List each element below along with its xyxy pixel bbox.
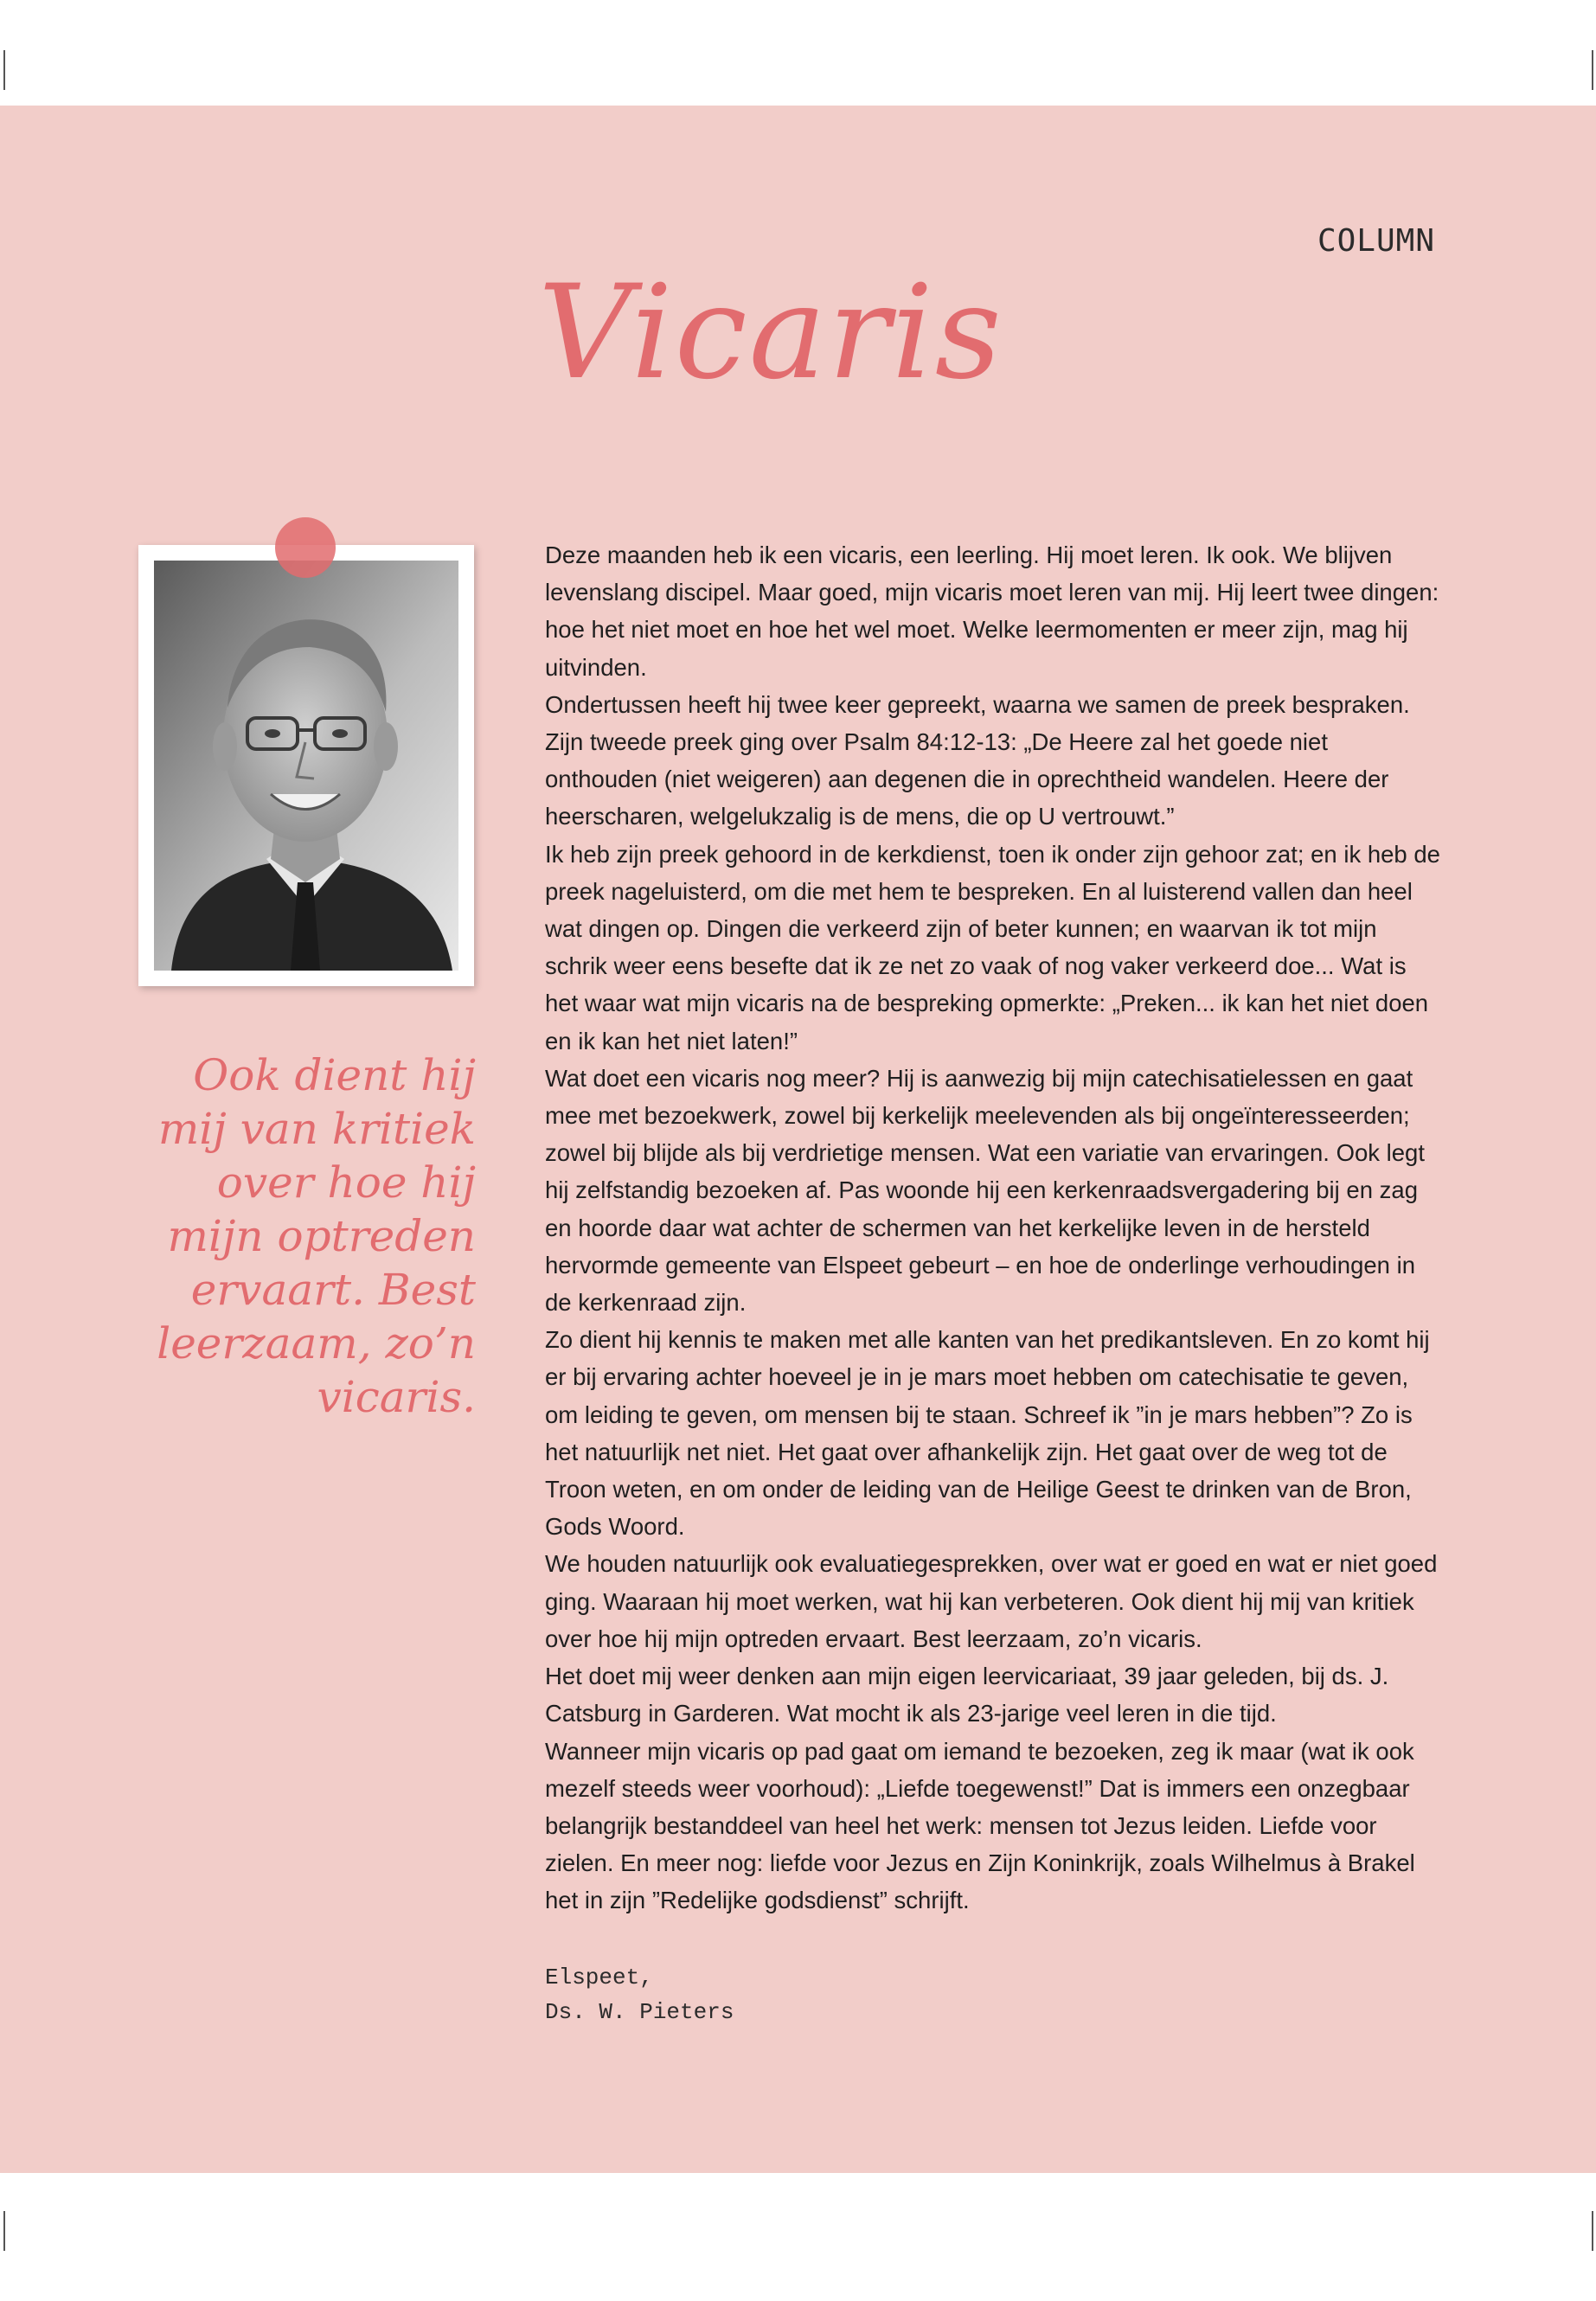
paragraph: Ondertussen heeft hij twee keer gepreekt, waarna we samen de preek bespraken. Zijn tweede preek ging over Psalm 84:12-13: „De Heere zal het goede niet onthouden (niet weigeren) aan degenen die in oprechtheid wandelen. Heere der heerscharen, welgelukzalig is de mens, die op U vertrouwt.” — [545, 690, 1410, 830]
crop-mark — [1592, 2211, 1593, 2251]
paragraph: We houden natuurlijk ook evaluatiegesprekken, over wat er goed en wat er niet goed ging. Waaraan hij moet werken, wat hij kan verbeteren. Ook dient hij mij van kritiek over hoe hij mijn optreden ervaart. Best leerzaam, zo’n vicaris. — [545, 1550, 1438, 1652]
portrait-photo — [154, 561, 458, 971]
signature-author: Ds. W. Pieters — [545, 1999, 734, 2025]
photo-frame — [138, 545, 474, 986]
paragraph: Ik heb zijn preek gehoord in de kerkdienst, toen ik onder zijn gehoor zat; en ik heb de preek nageluisterd, om die met hem te bespreken. En al luisterend vallen dan heel wat dingen op. Dingen die verkeerd zijn of beter kunnen; en waarvan ik tot mijn schrik weer eens besefte dat ik ze net zo vaak of nog vaker verkeerd doe... Wat is het waar wat mijn vicaris na de bespreking opmerkte: „Preken... ik kan het niet doen en ik kan het niet laten!” — [545, 840, 1440, 1054]
crop-mark — [3, 2211, 5, 2251]
signature-place: Elspeet, — [545, 1965, 653, 1990]
paragraph: Zo dient hij kennis te maken met alle kanten van het predikantsleven. En zo komt hij er bij ervaring achter hoeveel je in je mars moet hebben om catechisatie te geven, om leiding te geven, om mensen bij te staan. Schreef ik ”in je mars hebben”? Zo is het natuurlijk net niet. Het gaat over afhankelijk zijn. Het gaat over de weg tot de Troon weten, en om onder de leiding van de Heilige Geest te drinken van de Bron, Gods Woord. — [545, 1326, 1430, 1541]
paragraph: Deze maanden heb ik een vicaris, een leerling. Hij moet leren. Ik ook. We blijven levenslang discipel. Maar goed, mijn vicaris moet leren van mij. Hij leert twee dingen: hoe het niet moet en hoe het wel moet. Welke leermomenten er meer zijn, mag hij uitvinden. — [545, 542, 1439, 681]
crop-mark — [3, 50, 5, 90]
crop-mark — [1592, 50, 1593, 90]
paragraph: Het doet mij weer denken aan mijn eigen leervicariaat, 39 jaar geleden, bij ds. J. Catsburg in Garderen. Wat mocht ik als 23-jarige veel leren in die tijd. — [545, 1663, 1389, 1727]
portrait-image — [154, 561, 458, 971]
signature — [545, 1960, 734, 2029]
page-title: Vicaris — [538, 258, 1003, 408]
article-body — [545, 536, 1445, 1920]
pin-icon — [275, 517, 336, 578]
pull-quote: Ook dient hij mij van kritiek over hoe hij mijn optreden ervaart. Best leerzaam, zo’n vicaris. — [157, 1050, 476, 1422]
section-label: COLUMN — [1317, 223, 1435, 259]
paragraph: Wanneer mijn vicaris op pad gaat om iemand te bezoeken, zeg ik maar (wat ik ook mezelf steeds weer voorhoud): „Liefde toegewenst!” Dat is immers een onzegbaar belangrijk bestanddeel van heel het werk: mensen tot Jezus leiden. Liefde voor zielen. En meer nog: liefde voor Jezus en Zijn Koninkrijk, zoals Wilhelmus à Brakel het in zijn ”Redelijke godsdienst” schrijft. — [545, 1737, 1415, 1914]
paragraph: Wat doet een vicaris nog meer? Hij is aanwezig bij mijn catechisatielessen en gaat mee met bezoekwerk, zowel bij kerkelijk meelevenden als bij ongeïnteresseerden; zowel bij blijde als bij verdrietige mensen. Wat een variatie van ervaringen. Ook legt hij zelfstandig bezoeken af. Pas woonde hij een kerkenraadsvergadering bij en zag en hoorde daar wat achter de schermen van het kerkelijke leven in de hersteld hervormde gemeente van Elspeet gebeurt – en hoe de onderlinge verhoudingen in de kerkenraad zijn. — [545, 1064, 1425, 1317]
